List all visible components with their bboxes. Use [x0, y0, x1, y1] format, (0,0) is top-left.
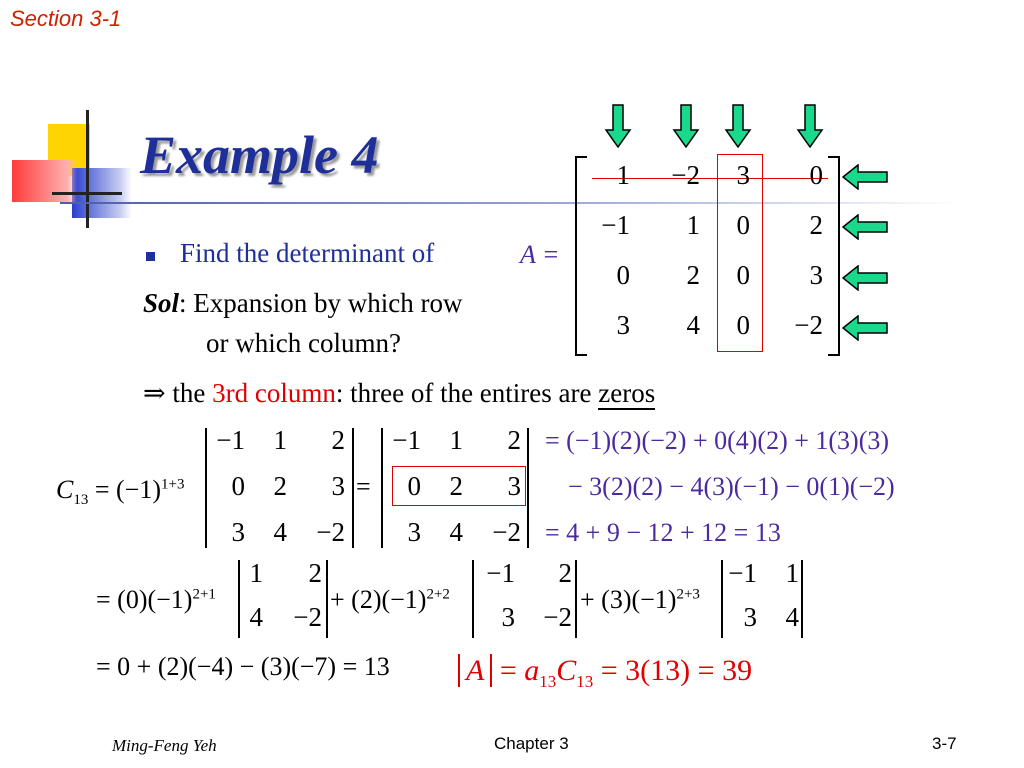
exp-term3-pre	[580, 585, 700, 615]
matrix-a-cell: 0	[736, 210, 750, 240]
footer-page: 3-7	[932, 734, 957, 753]
expansion-det-cell: −2	[543, 602, 572, 632]
matrix-a-cell: 1	[616, 160, 630, 190]
minor-cell: 0	[407, 471, 421, 501]
final-eq1: =	[499, 654, 517, 687]
minor-cell: −1	[392, 425, 421, 455]
exp-term1-pre	[96, 585, 216, 615]
sol-line1: Expansion by which row	[193, 288, 463, 318]
final-c-sub: 13	[576, 672, 594, 691]
minor-mid-eq: =	[356, 472, 371, 501]
matrix-a-cell: 3	[736, 160, 750, 190]
minor-cell: 3	[331, 471, 345, 501]
footer-chapter: Chapter 3	[494, 734, 569, 753]
sarrus-line-3: = 4 + 9 − 12 + 12 = 13	[545, 518, 781, 547]
t2-exp: 2+2	[426, 586, 450, 603]
minor-cell: 3	[231, 517, 245, 547]
t2-right-bar	[575, 560, 577, 638]
bullet-marker	[146, 252, 155, 261]
sarrus-line-1: = (−1)(2)(−2) + 0(4)(2) + 1(3)(3)	[545, 426, 890, 455]
expansion-result: = 0 + (2)(−4) − (3)(−7) = 13	[96, 652, 390, 681]
sol-line2: or which column?	[206, 328, 401, 358]
down-arrow-icon	[724, 104, 752, 148]
implies-arrow: ⇒	[143, 378, 166, 408]
final-c: C	[556, 654, 577, 687]
left-arrow-icon	[842, 265, 888, 291]
matrix-a-label	[520, 240, 559, 270]
matrix-a-cell: 1	[686, 210, 700, 240]
minor-cell: 3	[407, 517, 421, 547]
c-power-base: (−1)	[116, 475, 161, 504]
c-power-exp: 1+3	[161, 476, 185, 493]
answer-pre: the	[172, 378, 206, 408]
expansion-det-cell: −1	[486, 558, 515, 588]
answer-post: : three of the entires are	[335, 378, 592, 408]
expansion-det-cell: 3	[501, 602, 515, 632]
final-rest: = 3(13) = 39	[600, 654, 753, 687]
section-label: Section 3-1	[10, 6, 122, 31]
matrix-a-cell: −2	[794, 310, 823, 340]
matrix-a-cell: 0	[616, 260, 630, 290]
matrix-a-cell: 3	[809, 260, 823, 290]
t2-pre: + (2)(−1)	[330, 585, 427, 614]
minor-cell: 2	[449, 471, 463, 501]
left-arrow-icon	[842, 315, 888, 341]
minor-cell: 1	[449, 425, 463, 455]
t3-pre: + (3)(−1)	[580, 585, 677, 614]
t3-exp: 2+3	[676, 586, 700, 603]
expansion-det-cell: 4	[249, 602, 263, 632]
c-letter: C	[56, 475, 74, 504]
decorative-logo	[12, 110, 142, 230]
minor-cell: 2	[507, 425, 521, 455]
minor-cell: −1	[216, 425, 245, 455]
final-abs-a: A	[458, 654, 492, 687]
left-arrow-icon	[842, 164, 888, 190]
matrix-a-cell: 2	[686, 260, 700, 290]
expansion-det-cell: 3	[743, 602, 757, 632]
bullet-text: Find the determinant of	[180, 238, 435, 268]
sarrus-line-2: − 3(2)(2) − 4(3)(−1) − 0(1)(−2)	[568, 472, 895, 501]
minor-cell: 3	[507, 471, 521, 501]
slide-title: Example 4	[140, 125, 379, 185]
t1-pre: = (0)(−1)	[96, 585, 193, 614]
matrix-a-cell: 2	[809, 210, 823, 240]
right-bracket	[828, 156, 840, 356]
left-arrow-icon	[842, 214, 888, 240]
t1-exp: 2+1	[192, 586, 216, 603]
matrix-a-cell: 4	[686, 310, 700, 340]
answer-zeros: zeros	[598, 378, 656, 408]
answer-line	[143, 378, 655, 409]
matrix-a-cell: 0	[736, 260, 750, 290]
expansion-det-cell: 2	[308, 558, 322, 588]
a-equals: A =	[520, 240, 560, 269]
final-a: a	[524, 654, 540, 687]
sol-label: Sol	[143, 288, 180, 318]
final-answer	[458, 654, 752, 692]
minor-cell: −2	[492, 517, 521, 547]
minor-right-bar	[352, 428, 354, 548]
down-arrow-icon	[604, 104, 632, 148]
matrix-a-cell: 3	[616, 310, 630, 340]
expansion-det-cell: 1	[785, 558, 799, 588]
footer-author: Ming-Feng Yeh	[112, 736, 217, 755]
matrix-a-cell: 0	[736, 310, 750, 340]
expansion-det-cell: 1	[249, 558, 263, 588]
matrix-a-cell: −2	[671, 160, 700, 190]
final-a-sub: 13	[539, 672, 557, 691]
matrix-a-cell: −1	[601, 210, 630, 240]
down-arrow-icon	[672, 104, 700, 148]
sol-colon: :	[179, 288, 187, 318]
minor-cell: 4	[273, 517, 287, 547]
c13-label	[56, 475, 184, 509]
minor-cell: 2	[331, 425, 345, 455]
minor-cell: 1	[273, 425, 287, 455]
down-arrow-icon	[796, 104, 824, 148]
matrix-a-cell: 0	[809, 160, 823, 190]
minor2-right-bar	[527, 428, 529, 548]
sol-line-1	[143, 288, 463, 319]
minor-cell: 4	[449, 517, 463, 547]
expansion-det-cell: 2	[558, 558, 572, 588]
minor-cell: −2	[316, 517, 345, 547]
expansion-det-cell: −2	[293, 602, 322, 632]
exp-term2-pre	[330, 585, 450, 615]
minor-cell: 2	[273, 471, 287, 501]
t1-right-bar	[326, 560, 328, 638]
t3-right-bar	[801, 560, 803, 638]
c-sub: 13	[73, 492, 89, 509]
answer-highlight: 3rd column	[212, 378, 336, 408]
expansion-det-cell: 4	[785, 602, 799, 632]
expansion-det-cell: −1	[728, 558, 757, 588]
c-eq: =	[94, 475, 110, 504]
minor-cell: 0	[231, 471, 245, 501]
